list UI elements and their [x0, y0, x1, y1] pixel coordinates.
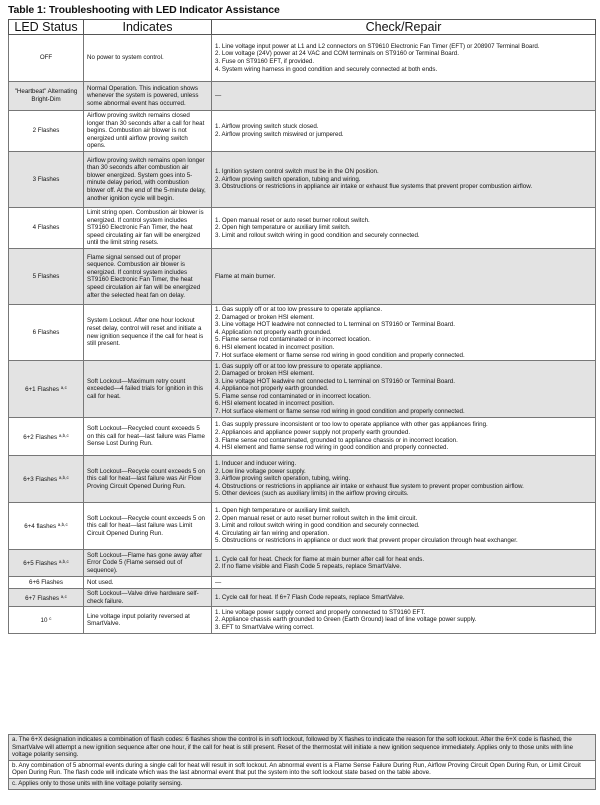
- led-status-cell: [9, 207, 84, 248]
- check-item: 1. Inducer and inducer wiring.: [215, 460, 297, 468]
- footnotes-table: [8, 734, 596, 790]
- check-repair-cell: [212, 550, 596, 577]
- indicates-cell: Airflow proving switch remains open longer than 30 seconds after combustion air blower energized. System goes into 5-minute delay period, with combustion blower off. At the end of the 5-minute delay, another ignition cycle will begin.: [84, 151, 212, 207]
- footnote-b: b. Any combination of 5 abnormal events during a single call for heat will result in soft lockout. An abnormal event is a Flame Sense Failure During Run, Airflow Proving Circuit Open During Run, or Limit Circuit Open During Run. The flash code will indicate which was the last abnormal event that put the system into the soft lockout state based on the table above.: [9, 760, 596, 778]
- footnote-ref: a,b,c: [58, 432, 69, 438]
- table-row: [9, 82, 596, 111]
- indicates-cell: Line voltage input polarity reversed at SmartValve.: [84, 607, 212, 634]
- led-status-cell: [9, 550, 84, 577]
- check-item: 1. Line voltage input power at L1 and L2 connectors on ST9610 Electronic Fan Timer (EFT) or 208907 Terminal Board.: [215, 42, 540, 50]
- led-status-text: 6 Flashes: [32, 328, 60, 336]
- check-repair-cell: [212, 111, 596, 152]
- header-led-status: LED Status: [9, 20, 84, 35]
- led-status-text: 4 Flashes: [32, 224, 60, 232]
- led-status-cell: [9, 456, 84, 503]
- check-item: 3. Line voltage HOT leadwire not connected to L terminal on ST9160 or Terminal Board.: [215, 321, 455, 329]
- check-repair-cell: [212, 503, 596, 550]
- check-repair-cell: [212, 304, 596, 360]
- indicates-cell: No power to system control.: [84, 35, 212, 82]
- led-status-cell: [9, 589, 84, 607]
- led-status-cell: [9, 607, 84, 634]
- indicates-cell: Soft Lockout—Recycle count exceeds 5 on this call for heat—last failure was Limit Circuit Opened During Run.: [84, 503, 212, 550]
- check-repair-cell: [212, 35, 596, 82]
- check-item: 4. HSI element and flame sense rod wiring in good condition and properly connected.: [215, 444, 449, 452]
- check-item: —: [215, 92, 222, 100]
- check-item: Flame at main burner.: [215, 272, 276, 280]
- check-item: 3. Airflow proving switch operation, tubing, wiring.: [215, 475, 351, 483]
- check-item: 2. Airflow proving switch operation, tubing and wiring.: [215, 175, 361, 183]
- check-item: 5. Flame sense rod contaminated or in incorrect location.: [215, 336, 371, 344]
- footnote-ref: a,b,c: [58, 475, 69, 481]
- header-check-repair: Check/Repair: [212, 20, 596, 35]
- indicates-cell: Soft Lockout—Flame has gone away after Error Code 5 (Flame sensed out of sequence).: [84, 550, 212, 577]
- check-item: 7. Hot surface element or flame sense rod wiring in good condition and properly connected.: [215, 408, 465, 416]
- table-row: [9, 304, 596, 360]
- led-status-cell: [9, 151, 84, 207]
- check-item: 5. Obstructions or restrictions in appliance or duct work that prevent proper circulation through heat exchanger.: [215, 537, 518, 545]
- table-row: [9, 607, 596, 634]
- check-repair-cell: [212, 82, 596, 111]
- indicates-cell: Normal Operation. This indication shows whenever the system is powered, unless some abnormal event has occurred.: [84, 82, 212, 111]
- check-item: 2. Appliance chassis earth grounded to Green (Earth Ground) lead of line voltage power supply.: [215, 616, 477, 624]
- led-status-text: 6+5 Flashes: [23, 560, 58, 568]
- table-row: [9, 456, 596, 503]
- footnote-row: [9, 778, 596, 789]
- check-item: 2. Low line voltage power supply.: [215, 467, 306, 475]
- check-item: 1. Open high temperature or auxiliary limit switch.: [215, 507, 351, 515]
- check-item: 2. Open manual reset or auto reset burner rollout switch in the limit circuit.: [215, 514, 418, 522]
- check-item: 3. Limit and rollout switch wiring in good condition and securely connected.: [215, 231, 420, 239]
- header-row: [9, 20, 596, 35]
- table-title: Table 1: Troubleshooting with LED Indicator Assistance: [8, 4, 280, 16]
- check-repair-cell: [212, 418, 596, 456]
- indicates-cell: Soft Lockout—Recycle count exceeds 5 on this call for heat—last failure was Air Flow Proving Circuit Opened During Run.: [84, 456, 212, 503]
- footnote-ref: a,c: [60, 385, 67, 391]
- check-item: 4. System wiring harness in good condition and securely connected at both ends.: [215, 65, 438, 73]
- led-status-text: 6+4 flashes: [24, 523, 57, 531]
- led-status-cell: [9, 248, 84, 304]
- check-item: 3. Line voltage HOT leadwire not connected to L terminal on ST9160 or Terminal Board.: [215, 377, 455, 385]
- footnote-ref: a,c: [60, 593, 67, 599]
- check-item: 1. Gas supply off or at too low pressure to operate appliance.: [215, 362, 383, 370]
- check-item: 4. Obstructions or restrictions in appliance air intake or exhaust flue system to prevent proper combustion airflow.: [215, 482, 524, 490]
- check-repair-cell: [212, 589, 596, 607]
- table-row: [9, 151, 596, 207]
- led-status-text: 6+3 Flashes: [23, 476, 58, 484]
- led-status-text: 6+7 Flashes: [25, 594, 59, 602]
- led-status-cell: [9, 361, 84, 418]
- check-item: 4. Appliance not properly earth grounded.: [215, 385, 329, 393]
- check-repair-cell: [212, 151, 596, 207]
- footnote-row: [9, 760, 596, 778]
- table-row: [9, 577, 596, 589]
- check-item: 1. Line voltage power supply correct and properly connected to ST9160 EFT.: [215, 608, 426, 616]
- table-row: [9, 503, 596, 550]
- check-item: 4. Application not properly earth grounded.: [215, 328, 332, 336]
- check-item: 2. Open high temperature or auxiliary limit switch.: [215, 224, 351, 232]
- check-item: 2. If no flame visible and Flash Code 5 repeats, replace SmartValve.: [215, 563, 402, 571]
- led-status-text: 10: [40, 617, 48, 625]
- check-item: 2. Damaged or broken HSI element.: [215, 370, 315, 378]
- check-item: 3. Fuse on ST9160 EFT, if provided.: [215, 58, 315, 65]
- led-status-text: 6+2 Flashes: [23, 433, 58, 441]
- table-row: [9, 589, 596, 607]
- led-status-cell: [9, 418, 84, 456]
- check-item: 1. Cycle call for heat. If 6+7 Flash Code repeats, replace SmartValve.: [215, 593, 405, 601]
- check-item: 3. Limit and rollout switch wiring in good condition and securely connected.: [215, 522, 420, 530]
- check-repair-cell: [212, 361, 596, 418]
- check-item: 2. Airflow proving switch miswired or jumpered.: [215, 130, 344, 138]
- check-item: 1. Cycle call for heat. Check for flame at main burner after call for heat ends.: [215, 555, 425, 563]
- check-item: 1. Airflow proving switch stuck closed.: [215, 123, 319, 131]
- footnote-a: a. The 6+X designation indicates a combination of flash codes: 6 flashes show the control is in soft lockout, followed by X flashes to indicate the reason for the soft lockout. After the 6+X code is flashed, the SmartValve will attempt a new ignition sequence after one hour, if the call for heat is still present. Reset of the thermostat will initiate a new ignition sequence immediately. Applies only to those units with line voltage polarity sensing.: [9, 735, 596, 761]
- troubleshooting-table: [8, 19, 596, 634]
- check-item: 4. Circulating air fan wiring and operation.: [215, 529, 330, 537]
- check-item: 6. HSI element located in incorrect position.: [215, 400, 335, 408]
- check-item: —: [215, 578, 222, 586]
- check-item: 3. Flame sense rod contaminated, grounded to appliance chassis or in incorrect location.: [215, 436, 458, 444]
- check-repair-cell: [212, 577, 596, 589]
- check-item: 2. Damaged or broken HSI element.: [215, 313, 315, 321]
- indicates-cell: Limit string open. Combustion air blower is energized. If control system includes ST9160 Electronic Fan Timer, the heat speed circulating air fan will be energized until the limit string resets.: [84, 207, 212, 248]
- indicates-cell: Not used.: [84, 577, 212, 589]
- check-repair-cell: [212, 248, 596, 304]
- check-item: 2. Low voltage (24V) power at 24 VAC and COM terminals on ST9160 or Terminal Board.: [215, 50, 459, 58]
- led-status-cell: [9, 35, 84, 82]
- table-row: [9, 361, 596, 418]
- led-status-cell: [9, 111, 84, 152]
- check-item: 5. Other devices (such as auxiliary limits) in the airflow proving circuits.: [215, 490, 409, 498]
- header-indicates: Indicates: [84, 20, 212, 35]
- table-row: [9, 550, 596, 577]
- check-repair-cell: [212, 607, 596, 634]
- led-status-text: 6+6 Flashes: [29, 578, 63, 586]
- table-row: [9, 248, 596, 304]
- check-repair-cell: [212, 456, 596, 503]
- check-item: 3. EFT to SmartValve wiring correct.: [215, 624, 314, 632]
- footnote-c: c. Applies only to those units with line voltage polarity sensing.: [9, 778, 596, 789]
- led-status-cell: [9, 82, 84, 111]
- led-status-text: 2 Flashes: [32, 127, 60, 135]
- led-status-cell: [9, 577, 84, 589]
- indicates-cell: Flame signal sensed out of proper sequence. Combustion air blower is energized. If control system includes ST9160 Electronic Fan Timer, the heat speed circulation air fan will be energized after the selected heat fan on delay.: [84, 248, 212, 304]
- footnote-row: [9, 735, 596, 761]
- table-row: [9, 35, 596, 82]
- check-item: 1. Open manual reset or auto reset burner rollout switch.: [215, 216, 370, 224]
- check-item: 6. HSI element located in incorrect position.: [215, 343, 335, 351]
- led-status-text: 6+1 Flashes: [25, 386, 59, 394]
- indicates-cell: System Lockout. After one hour lockout reset delay, control will reset and initiate a new ignition sequence if the call for heat is still present.: [84, 304, 212, 360]
- indicates-cell: Soft Lockout—Maximum retry count exceeded—4 failed trials for ignition in this call for heat.: [84, 361, 212, 418]
- led-status-cell: [9, 304, 84, 360]
- check-item: 7. Hot surface element or flame sense rod wiring in good condition and properly connected.: [215, 351, 465, 359]
- led-status-text: OFF: [39, 54, 53, 62]
- led-status-text: "Heartbeat" Alternating Bright-Dim: [14, 88, 78, 103]
- table-row: [9, 207, 596, 248]
- check-item: 5. Flame sense rod contaminated or in incorrect location.: [215, 392, 371, 400]
- check-item: 1. Gas supply pressure inconsistent or too low to operate appliance with other gas appliances firing.: [215, 421, 488, 429]
- check-item: 3. Obstructions or restrictions in appliance air intake or exhaust flue systems that prevent proper combustion airflow.: [215, 183, 533, 191]
- table-row: [9, 418, 596, 456]
- indicates-cell: Soft Lockout—Valve drive hardware self-check failure.: [84, 589, 212, 607]
- indicates-cell: Soft Lockout—Recycled count exceeds 5 on this call for heat—last failure was Flame Sense Lost During Run.: [84, 418, 212, 456]
- footnote-ref: a,b,c: [57, 522, 68, 528]
- check-item: 2. Appliances and appliance power supply not properly earth grounded.: [215, 429, 411, 436]
- led-status-text: 5 Flashes: [32, 272, 60, 280]
- check-repair-cell: [212, 207, 596, 248]
- indicates-cell: Airflow proving switch remains closed longer than 30 seconds after a call for heat begins. Combustion air blower is not energized until airflow proving switch opens.: [84, 111, 212, 152]
- table-row: [9, 111, 596, 152]
- led-status-cell: [9, 503, 84, 550]
- led-status-text: 3 Flashes: [32, 175, 60, 183]
- footnote-ref: a,b,c: [58, 559, 69, 565]
- check-item: 1. Gas supply off or at too low pressure to operate appliance.: [215, 305, 383, 313]
- footnote-ref: c: [49, 616, 52, 622]
- check-item: 1. Ignition system control switch must be in the ON position.: [215, 168, 379, 176]
